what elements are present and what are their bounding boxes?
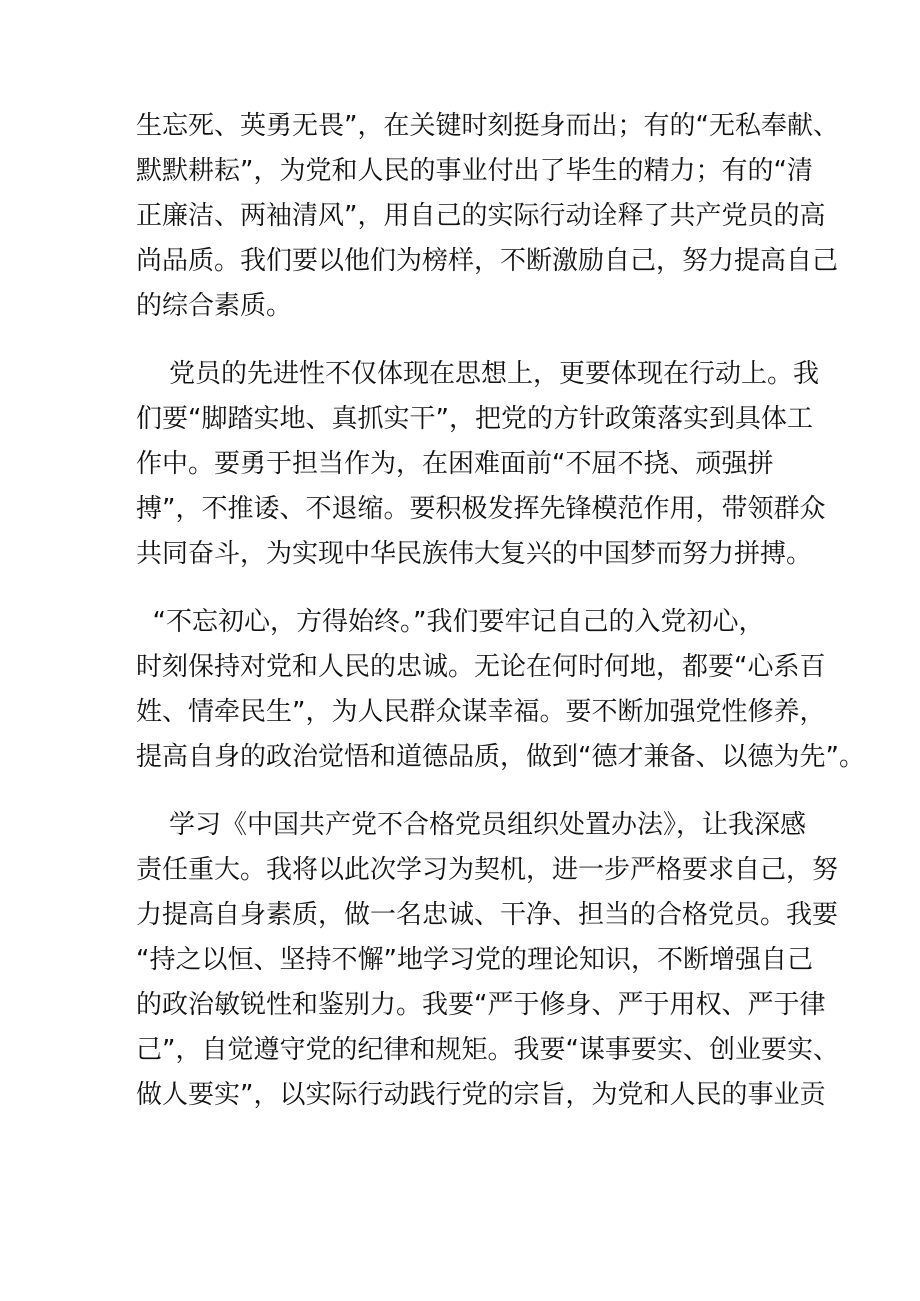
text-line: 学习《中国共产党不合格党员组织处置办法》，让我深感 bbox=[136, 810, 807, 840]
text-line: 做人要实”，以实际行动践行党的宗旨，为党和人民的事业贡 bbox=[136, 1080, 826, 1110]
text-line: 的政治敏锐性和鉴别力。我要“严于修身、严于用权、严于律 bbox=[136, 990, 826, 1020]
text-line: 己”，自觉遵守党的纪律和规矩。我要“谋事要实、创业要实、 bbox=[136, 1035, 839, 1065]
text-line: 时刻保持对党和人民的忠诚。无论在何时何地，都要“心系百 bbox=[136, 652, 826, 682]
text-line: 的综合素质。 bbox=[136, 291, 293, 321]
text-line: 生忘死、英勇无畏”，在关键时刻挺身而出；有的“无私奉献、 bbox=[136, 111, 839, 141]
text-line: 默默耕耘”，为党和人民的事业付出了毕生的精力；有的“清 bbox=[136, 156, 813, 186]
text-line: 提高自身的政治觉悟和道德品质，做到“德才兼备、以德为先”。 bbox=[136, 742, 865, 772]
text-line: 正廉洁、两袖清风”，用自己的实际行动诠释了共产党员的高 bbox=[136, 201, 826, 231]
text-line: 尚品质。我们要以他们为榜样，不断激励自己，努力提高自己 bbox=[136, 246, 839, 276]
text-line: 责任重大。我将以此次学习为契机，进一步严格要求自己，努 bbox=[136, 855, 839, 885]
document-body bbox=[136, 104, 865, 1118]
text-line: 们要“脚踏实地、真抓实干”，把党的方针政策落实到具体工 bbox=[136, 404, 813, 434]
text-line: “不忘初心，方得始终。”我们要牢记自己的入党初心， bbox=[136, 607, 765, 637]
text-line: 搏”，不推诿、不退缩。要积极发挥先锋模范作用，带领群众 bbox=[136, 494, 826, 524]
text-line: “持之以恒、坚持不懈”地学习党的理论知识，不断增强自己 bbox=[136, 945, 813, 975]
text-line: 党员的先进性不仅体现在思想上，更要体现在行动上。我 bbox=[136, 359, 820, 389]
text-line: 作中。要勇于担当作为，在困难面前“不屈不挠、顽强拼 bbox=[136, 449, 774, 479]
paragraph-1 bbox=[136, 104, 839, 329]
paragraph-2 bbox=[136, 352, 826, 577]
paragraph-3 bbox=[136, 600, 865, 780]
text-line: 姓、情牵民生”，为人民群众谋幸福。要不断加强党性修养， bbox=[136, 697, 826, 727]
text-line: 共同奋斗，为实现中华民族伟大复兴的中国梦而努力拼搏。 bbox=[136, 539, 813, 569]
paragraph-4 bbox=[136, 803, 839, 1118]
text-line: 力提高自身素质，做一名忠诚、干净、担当的合格党员。我要 bbox=[136, 900, 839, 930]
